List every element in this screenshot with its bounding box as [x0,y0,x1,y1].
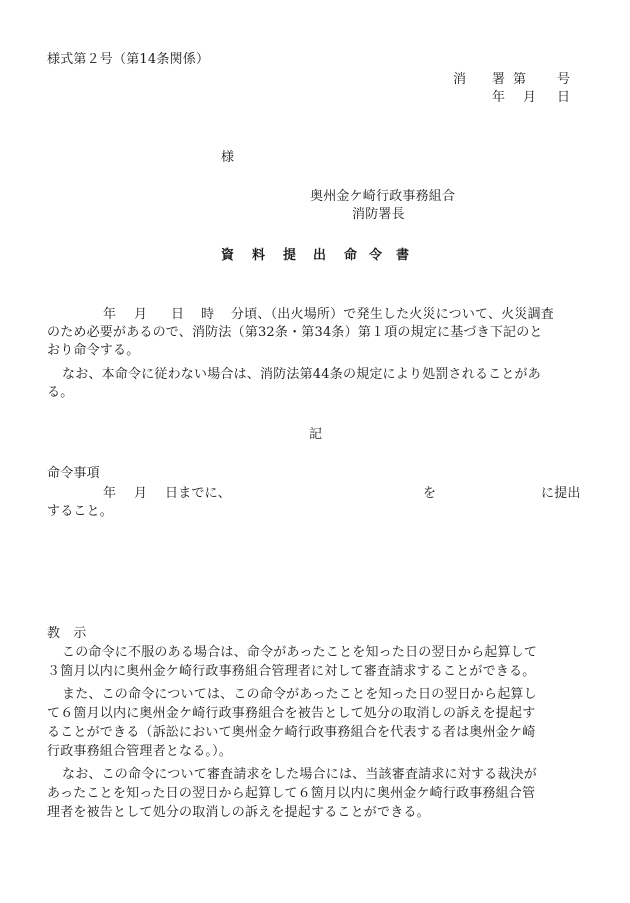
body-date-hour: 時 [201,307,215,322]
instruction-line: ３箇月以内に奥州金ケ崎行政事務組合管理者に対して審査請求することができる。 [47,664,536,679]
body-line2: のため必要があるので、消防法（第32条・第34条）第１項の規定に基づき下記のと [47,325,543,340]
body-line1: 分頃、（出火場所）で発生した火災について、火災調査 [231,307,554,322]
date-month: 月 [523,90,537,105]
body-date-month: 月 [134,307,148,322]
title-char: 令 [369,248,383,263]
order-heading: 命令事項 [47,466,100,481]
title-char: 書 [396,248,410,263]
issuer-organization: 奥州金ケ崎行政事務組合 [310,189,456,204]
body-date-day: 日 [171,307,185,322]
body-line3: おり命令する。 [47,343,140,358]
instruction-line: 行政事務組合管理者となる。）。 [47,744,233,759]
doc-number-label: 署第 [492,72,535,87]
instruction-line: 理者を被告として処分の取消しの訴えを提起することができる。 [47,805,430,820]
ki-mark: 記 [309,427,323,442]
body-line5: る。 [47,385,74,400]
body-date-year: 年 [103,307,117,322]
addressee-suffix: 様 [221,150,235,165]
instruction-line: また、この命令については、この命令があったことを知った日の翌日から起算し [62,687,537,702]
title-char: 提 [283,248,297,263]
order-month: 月 [134,486,148,501]
doc-number-prefix: 消 [453,72,467,87]
instruction-line: この命令に不服のある場合は、命令があったことを知った日の翌日から起算して [62,645,538,660]
instruction-line: あったことを知った日の翌日から起算して６箇月以内に奥州金ケ崎行政事務組合管 [47,786,536,801]
title-char: 命 [344,248,358,263]
order-submit: に提出 [541,486,581,501]
doc-number-suffix: 号 [557,72,571,87]
title-char: 出 [313,248,327,263]
order-year: 年 [103,486,117,501]
title-char: 資 [221,248,235,263]
title-char: 料 [252,248,266,263]
issuer-title: 消防署長 [352,207,405,222]
order-day-until: 日までに、 [165,486,232,501]
date-day: 日 [557,90,571,105]
form-number: 様式第２号（第14条関係） [47,52,210,67]
instruction-line: なお、この命令について審査請求をした場合には、当該審査請求に対する裁決が [62,767,537,782]
instruction-line: ることができる（訴訟において奥州金ケ崎行政事務組合を代表する者は奥州金ケ崎 [47,725,536,740]
document-title [0,248,630,266]
body-line4: なお、本命令に従わない場合は、消防法第44条の規定により処罰されることがあ [62,367,541,382]
order-line2: すること。 [47,504,114,519]
instruction-line: て６箇月以内に奥州金ケ崎行政事務組合を被告として処分の取消しの訴えを提起す [47,706,536,721]
instruction-heading: 教 示 [47,626,87,641]
date-year: 年 [492,90,506,105]
order-wo: を [423,486,437,501]
